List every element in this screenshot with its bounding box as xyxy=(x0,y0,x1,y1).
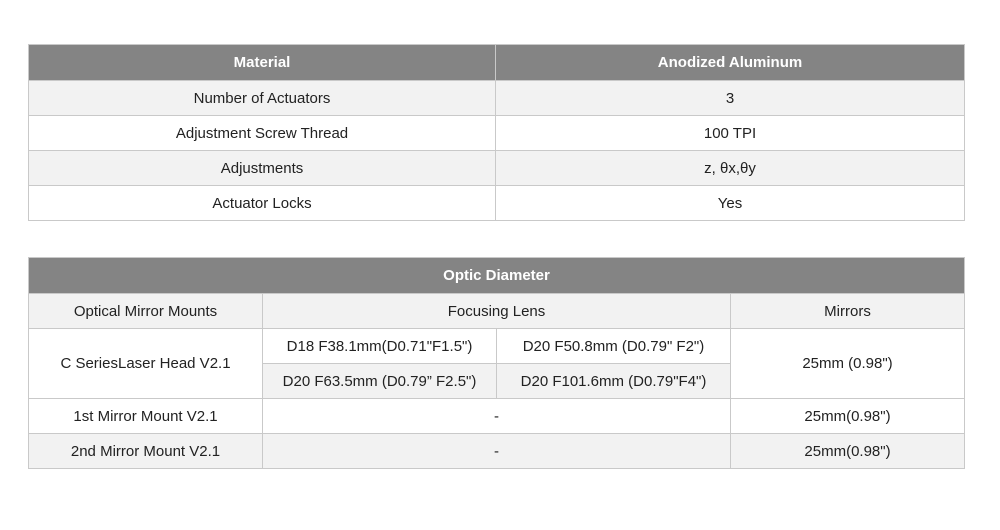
optic-diameter-table xyxy=(28,257,965,469)
optic-title-row xyxy=(29,258,965,294)
mirror-size: 25mm(0.98") xyxy=(731,434,965,469)
spec-row-value: z, θx,θy xyxy=(496,151,965,186)
lens-value: - xyxy=(263,399,731,434)
table-row xyxy=(29,186,965,221)
lens-option: D20 F50.8mm (D0.79" F2") xyxy=(497,329,731,364)
mirror-size: 25mm(0.98") xyxy=(731,399,965,434)
mount-name: C SeriesLaser Head V2.1 xyxy=(29,329,263,399)
table-row xyxy=(29,81,965,116)
spec-row-value: 100 TPI xyxy=(496,116,965,151)
spec-row-label: Number of Actuators xyxy=(29,81,496,116)
spec-header-label: Material xyxy=(29,45,496,81)
optic-column-header-row xyxy=(29,294,965,329)
lens-option: D18 F38.1mm(D0.71"F1.5") xyxy=(263,329,497,364)
column-header-mirrors: Mirrors xyxy=(731,294,965,329)
mount-name: 1st Mirror Mount V2.1 xyxy=(29,399,263,434)
table-row xyxy=(29,116,965,151)
spec-row-value: 3 xyxy=(496,81,965,116)
mount-name: 2nd Mirror Mount V2.1 xyxy=(29,434,263,469)
lens-option: D20 F101.6mm (D0.79"F4") xyxy=(497,364,731,399)
spec-table xyxy=(28,44,965,221)
spec-header-row xyxy=(29,45,965,81)
spec-header-value: Anodized Aluminum xyxy=(496,45,965,81)
table-row xyxy=(29,329,965,364)
optic-table-title: Optic Diameter xyxy=(29,258,965,294)
column-header-mounts: Optical Mirror Mounts xyxy=(29,294,263,329)
spec-row-label: Adjustments xyxy=(29,151,496,186)
lens-option: D20 F63.5mm (D0.79” F2.5") xyxy=(263,364,497,399)
mirror-size: 25mm (0.98") xyxy=(731,329,965,399)
spec-row-value: Yes xyxy=(496,186,965,221)
spec-row-label: Adjustment Screw Thread xyxy=(29,116,496,151)
table-row xyxy=(29,434,965,469)
table-row xyxy=(29,151,965,186)
lens-value: - xyxy=(263,434,731,469)
table-row xyxy=(29,399,965,434)
spec-row-label: Actuator Locks xyxy=(29,186,496,221)
column-header-lens: Focusing Lens xyxy=(263,294,731,329)
